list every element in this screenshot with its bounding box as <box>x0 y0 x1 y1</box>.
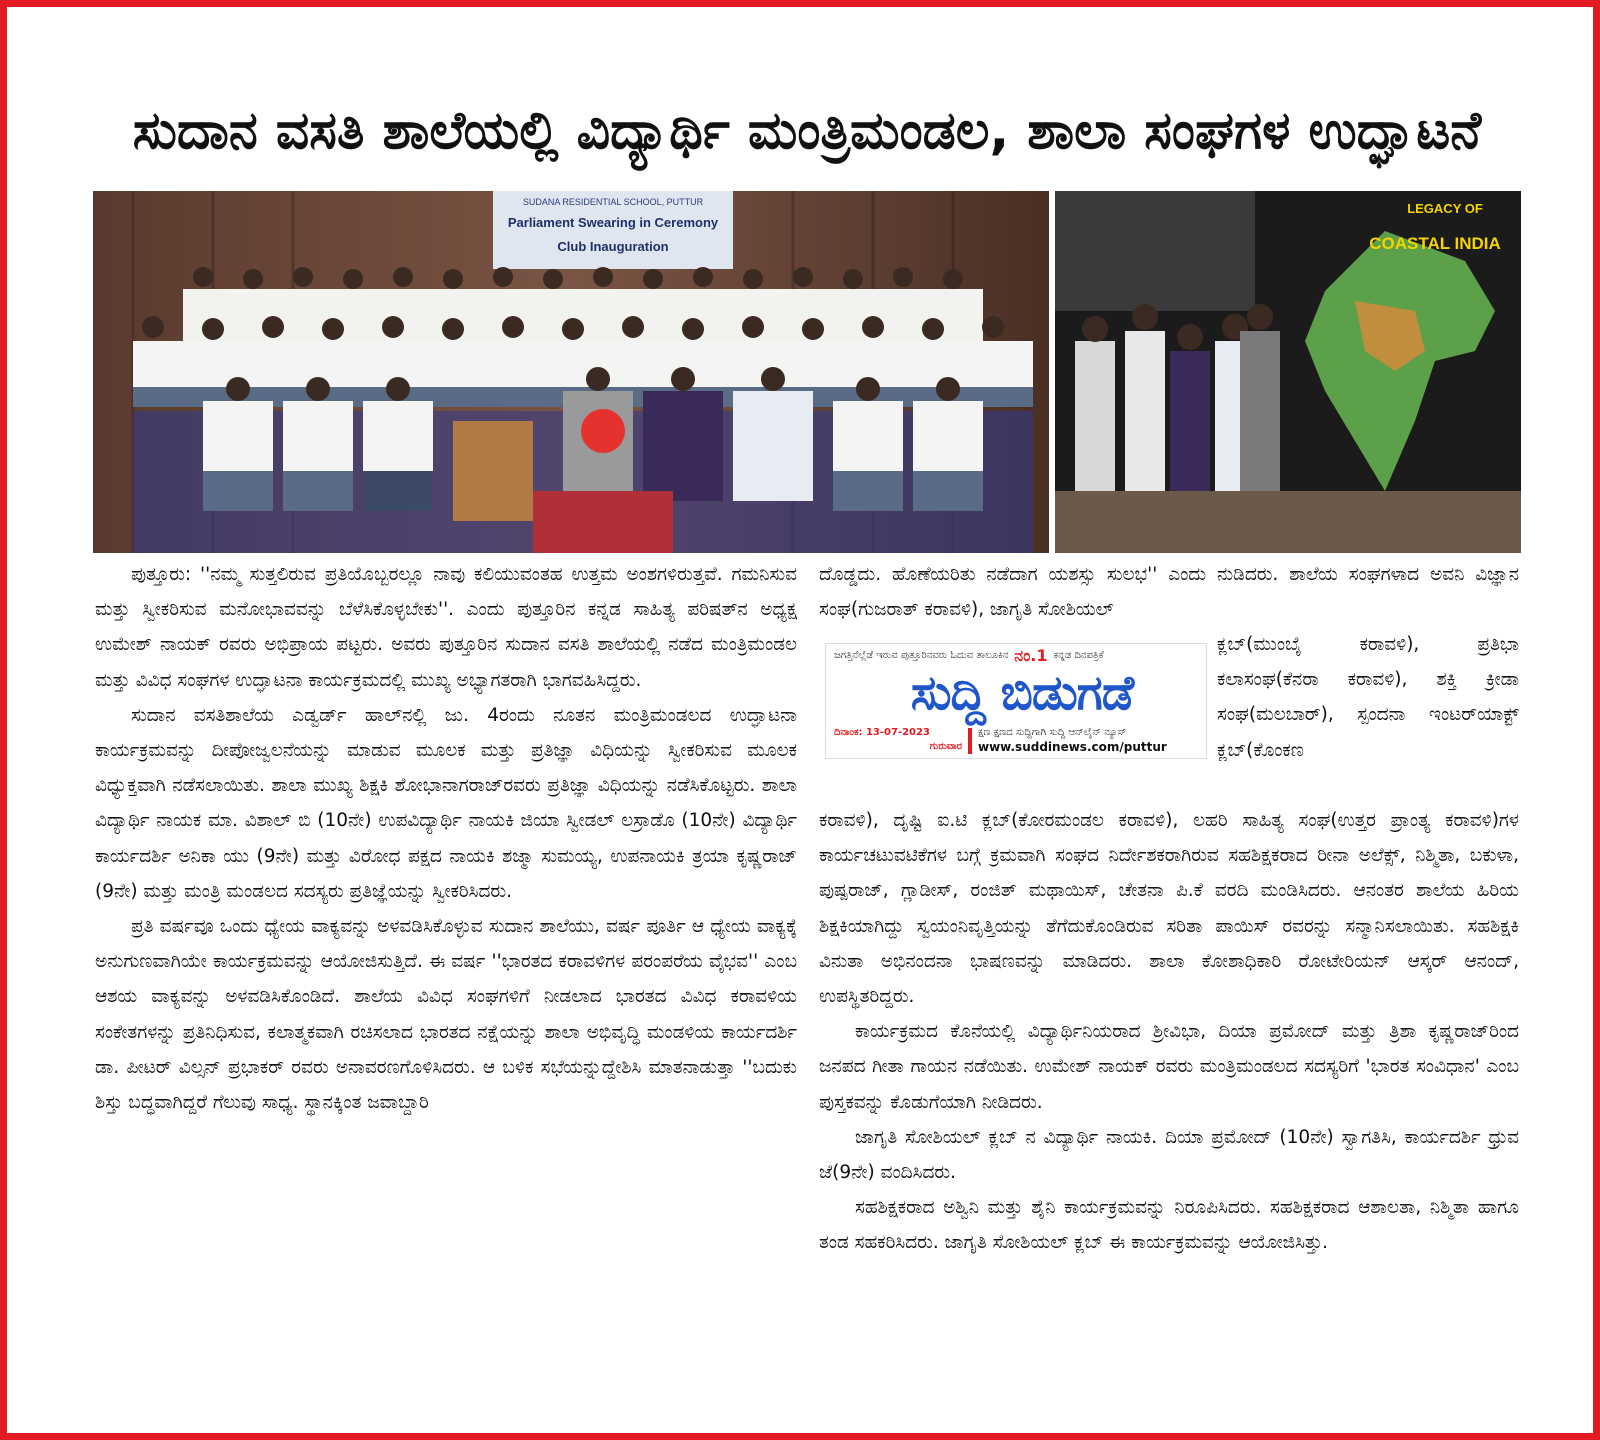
masthead-subtag: ಕ್ಷಣ ಕ್ಷಣದ ಸುದ್ದಿಗಾಗಿ ಸುದ್ದಿ ಆನ್‌ಲೈನ್ ನ್ಯೂಸ್ <box>978 727 1127 738</box>
paragraph-4: ಕರಾವಳಿ), ದೃಷ್ಟಿ ಐ.ಟಿ ಕ್ಲಬ್(ಕೋರಮಂಡಲ ಕರಾವಳಿ), ಲಹರಿ ಸಾಹಿತ್ಯ ಸಂಘ(ಉತ್ತರ ಪ್ರಾಂತ್ಯ ಕರಾವಳಿ)ಗಳ ಕಾರ್ಯಚಟುವಟಿಕೆಗಳ ಬಗ್ಗೆ ಕ್ರಮವಾಗಿ ಸಂಘದ ನಿರ್ದೇಶಕರಾಗಿರುವ ಸಹಶಿಕ್ಷಕರಾದ ರೀನಾ ಅಲೆಕ್ಸ್, ನಿಶ್ಮಿತಾ, ಬಕುಳಾ, ಪುಷ್ಪರಾಜ್, ಗ್ಲಾಡೀಸ್, ರಂಜಿತ್ ಮಥಾಯಿಸ್, ಚೇತನಾ ಪಿ.ಕೆ ವರದಿ ಮಂಡಿಸಿದರು. ಆನಂತರ ಶಾಲೆಯ ಹಿರಿಯ ಶಿಕ್ಷಕಿಯಾಗಿದ್ದು ಸ್ವಯಂನಿವೃತ್ತಿಯನ್ನು ತೆಗೆದುಕೊಂಡಿರುವ ಸರಿತಾ ಪಾಯಿಸ್ ರವರನ್ನು ಸನ್ಮಾನಿಸಲಾಯಿತು. ಸಹಶಿಕ್ಷಕಿ ವಿನುತಾ ಅಭಿನಂದನಾ ಭಾಷಣವನ್ನು ಮಾಡಿದರು. ಶಾಲಾ ಕೋಶಾಧಿಕಾರಿ ರೋಟೇರಿಯನ್ ಆಸ್ಕರ್ ಆನಂದ್, ಉಪಸ್ಥಿತರಿದ್ದರು. <box>819 810 1519 1008</box>
paragraph-continued: ದೊಡ್ಡದು. ಹೊಣೆಯರಿತು ನಡೆದಾಗ ಯಶಸ್ಸು ಸುಲಭ'' ಎಂದು ನುಡಿದರು. ಶಾಲೆಯ ಸಂಘಗಳಾದ ಅವನಿ ವಿಜ್ಞಾನ ಸಂಘ(ಗುಜರಾತ್ ಕರಾವಳಿ), ಜಾಗೃತಿ ಸೋಶಿಯಲ್ <box>819 564 1519 621</box>
map-title-line-2: COASTAL INDIA <box>1369 234 1501 253</box>
masthead-title: ಸುದ್ದಿ ಬಿಡುಗಡೆ <box>910 665 1134 721</box>
masthead-tagline-row <box>834 648 1198 664</box>
masthead-separator <box>968 728 972 754</box>
masthead-url: www.suddinews.com/puttur <box>978 740 1167 754</box>
paragraph-3: ಪ್ರತಿ ವರ್ಷವೂ ಒಂದು ಧ್ಯೇಯ ವಾಕ್ಯವನ್ನು ಅಳವಡಿಸಿಕೊಳ್ಳುವ ಸುದಾನ ಶಾಲೆಯು, ವರ್ಷ ಪೂರ್ತಿ ಆ ಧ್ಯೇಯ ವಾಕ್ಯಕ್ಕೆ ಅನುಗುಣವಾಗಿಯೇ ಕಾರ್ಯಕ್ರಮವನ್ನು ಆಯೋಜಿಸುತ್ತಿದೆ. ಈ ವರ್ಷ ''ಭಾರತದ ಕರಾವಳಿಗಳ ಪರಂಪರೆಯ ವೈಭವ'' ಎಂಬ ಆಶಯ ವಾಕ್ಯವನ್ನು ಅಳವಡಿಸಿಕೊಂಡಿದೆ. ಶಾಲೆಯ ವಿವಿಧ ಸಂಘಗಳಿಗೆ ನೀಡಲಾದ ಭಾರತದ ವಿವಿಧ ಕರಾವಳಿಯ ಸಂಕೇತಗಳನ್ನು ಪ್ರತಿನಿಧಿಸುವ, ಕಲಾತ್ಮಕವಾಗಿ ರಚಿಸಲಾದ ಭಾರತದ ನಕ್ಷೆಯನ್ನು ಶಾಲಾ ಅಭಿವೃದ್ಧಿ ಮಂಡಳಿಯ ಕಾರ್ಯದರ್ಶಿ ಡಾ. ಪೀಟರ್ ವಿಲ್ಸನ್ ಪ್ರಭಾಕರ್ ರವರು ಅನಾವರಣಗೊಳಿಸಿದರು. ಆ ಬಳಿಕ ಸಭೆಯನ್ನುದ್ದೇಶಿಸಿ ಮಾತನಾಡುತ್ತಾ ''ಬದುಕು ಶಿಸ್ತು ಬದ್ಧವಾಗಿದ್ದರೆ ಗೆಲುವು ಸಾಧ್ಯ. ಸ್ಥಾನಕ್ಕಿಂತ ಜವಾಬ್ದಾರಿ <box>95 916 797 1114</box>
paragraph-6: ಜಾಗೃತಿ ಸೋಶಿಯಲ್ ಕ್ಲಬ್ ನ ವಿದ್ಯಾರ್ಥಿ ನಾಯಕಿ. ದಿಯಾ ಪ್ರಮೋದ್ (10ನೇ) ಸ್ವಾಗತಿಸಿ, ಕಾರ್ಯದರ್ಶಿ ಧ್ರುವ ಜೆ(9ನೇ) ವಂದಿಸಿದರು. <box>819 1126 1519 1184</box>
flower-bouquet <box>581 409 625 453</box>
masthead-date: ದಿನಾಂಕ: 13-07-2023 <box>834 727 930 738</box>
photo-swearing-in-ceremony <box>93 191 1049 553</box>
masthead-url-block <box>978 726 1202 754</box>
article-column-right-side <box>1217 627 1519 768</box>
table-cloth <box>533 491 673 553</box>
map-title-line-1: LEGACY OF <box>1407 201 1483 216</box>
map-unveiling-illustration <box>1055 191 1521 553</box>
masthead-rank-suffix: ಕನ್ನಡ ದಿನಪತ್ರಿಕೆ <box>1053 650 1104 661</box>
paragraph-5: ಕಾರ್ಯಕ್ರಮದ ಕೊನೆಯಲ್ಲಿ ವಿದ್ಯಾರ್ಥಿನಿಯರಾದ ಶ್ರೀವಿಭಾ, ದಿಯಾ ಪ್ರಮೋದ್ ಮತ್ತು ತ್ರಿಶಾ ಕೃಷ್ಣರಾಜ್‌ರಿಂದ ಜನಪದ ಗೀತಾ ಗಾಯನ ನಡೆಯಿತು. ಉಮೇಶ್ ನಾಯಕ್ ರವರು ಮಂತ್ರಿಮಂಡಲದ ಸದಸ್ಯರಿಗೆ 'ಭಾರತ ಸಂವಿಧಾನ' ಎಂಬ ಪುಸ್ತಕವನ್ನು ಕೊಡುಗೆಯಾಗಿ ನೀಡಿದರು. <box>819 1021 1519 1113</box>
masthead-rank: ನಂ.1 <box>1014 646 1048 665</box>
paragraph-2: ಸುದಾನ ವಸತಿಶಾಲೆಯ ಎಡ್ವರ್ಡ್ ಹಾಲ್‌ನಲ್ಲಿ ಜು. 4ರಂದು ನೂತನ ಮಂತ್ರಿಮಂಡಲದ ಉದ್ಘಾಟನಾ ಕಾರ್ಯಕ್ರಮವನ್ನು ದೀಪೋಜ್ವಲನೆಯನ್ನು ಮಾಡುವ ಮೂಲಕ ಮತ್ತು ಪ್ರತಿಜ್ಞಾ ವಿಧಿಯನ್ನು ಸ್ವೀಕರಿಸುವ ಮೂಲಕ ವಿಧ್ಯುಕ್ತವಾಗಿ ನಡೆಸಲಾಯಿತು. ಶಾಲಾ ಮುಖ್ಯ ಶಿಕ್ಷಕಿ ಶೋಭಾನಾಗರಾಜ್‌ರವರು ಪ್ರತಿಜ್ಞಾ ವಿಧಿಯನ್ನು ನಡೆಸಿಕೊಟ್ಟರು. ಶಾಲಾ ವಿದ್ಯಾರ್ಥಿ ನಾಯಕ ಮಾ. ವಿಶಾಲ್ ಬಿ (10ನೇ) ಉಪವಿದ್ಯಾರ್ಥಿ ನಾಯಕಿ ಜಿಯಾ ಸ್ವೀಡಲ್ ಲಸ್ರಾಡೊ (10ನೇ) ವಿದ್ಯಾರ್ಥಿ ಕಾರ್ಯದರ್ಶಿ ಅನಿಕಾ ಯು (9ನೇ) ಮತ್ತು ವಿರೋಧ ಪಕ್ಷದ ನಾಯಕಿ ಶಜ್ಮಾ ಸುಮಯ್ಯ, ಉಪನಾಯಕಿ ತ್ರಯಾ ಕೃಷ್ಣರಾಜ್ (9ನೇ) ಮತ್ತು ಮಂತ್ರಿ ಮಂಡಲದ ಸದಸ್ಯರು ಪ್ರತಿಜ್ಞೆಯನ್ನು ಸ್ವೀಕರಿಸಿದರು. <box>95 704 797 902</box>
article-column-right-top <box>819 557 1519 627</box>
masthead-date-block <box>834 726 964 754</box>
photo-map-unveiling <box>1055 191 1521 553</box>
article-column-left <box>95 557 797 1120</box>
newspaper-masthead <box>825 643 1207 759</box>
paragraph-1: ಪುತ್ತೂರು: ''ನಮ್ಮ ಸುತ್ತಲಿರುವ ಪ್ರತಿಯೊಬ್ಬರಲ್ಲೂ ನಾವು ಕಲಿಯುವಂತಹ ಉತ್ತಮ ಅಂಶಗಳಿರುತ್ತವೆ. ಗಮನಿಸುವ ಮತ್ತು ಸ್ವೀಕರಿಸುವ ಮನೋಭಾವವನ್ನು ಬೆಳೆಸಿಕೊಳ್ಳಬೇಕು''. ಎಂದು ಪುತ್ತೂರಿನ ಕನ್ನಡ ಸಾಹಿತ್ಯ ಪರಿಷತ್‌ನ ಅಧ್ಯಕ್ಷ ಉಮೇಶ್ ನಾಯಕ್ ರವರು ಅಭಿಪ್ರಾಯ ಪಟ್ಟರು. ಅವರು ಪುತ್ತೂರಿನ ಸುದಾನ ವಸತಿ ಶಾಲೆಯಲ್ಲಿ ನಡೆದ ಮಂತ್ರಿಮಂಡಲ ಮತ್ತು ವಿವಿಧ ಸಂಘಗಳ ಉದ್ಘಾಟನಾ ಕಾರ್ಯಕ್ರಮದಲ್ಲಿ ಮುಖ್ಯ ಅಭ್ಯಾಗತರಾಗಿ ಭಾಗವಹಿಸಿದ್ದರು. <box>95 564 797 691</box>
ceremony-photo-illustration <box>93 191 1049 553</box>
paragraph-clubs: ಕ್ಲಬ್(ಮುಂಬೈ ಕರಾವಳಿ), ಪ್ರತಿಭಾ ಕಲಾಸಂಘ(ಕೆನರಾ ಕರಾವಳಿ), ಶಕ್ತಿ ಕ್ರೀಡಾ ಸಂಘ(ಮಲಬಾರ್), ಸ್ಪಂದನಾ ಇಂಟರ್‌ಯಾಕ್ಟ್ ಕ್ಲಬ್(ಕೊಂಕಣ <box>1217 634 1519 761</box>
wooden-chair <box>453 421 533 521</box>
masthead-tagline: ಜಗತ್ತಿನೆಲ್ಲೆಡೆ ಇರುವ ಪುತ್ತೂರಿನವರು ಓದುವ ತಾಲೂಕಿನ <box>834 650 1009 661</box>
masthead-day: ಗುರುವಾರ <box>929 741 962 752</box>
banner-line-1: SUDANA RESIDENTIAL SCHOOL, PUTTUR <box>522 197 704 207</box>
banner-line-3: Club Inauguration <box>557 239 669 254</box>
paragraph-7: ಸಹಶಿಕ್ಷಕರಾದ ಅಶ್ವಿನಿ ಮತ್ತು ಶೈನಿ ಕಾರ್ಯಕ್ರಮವನ್ನು ನಿರೂಪಿಸಿದರು. ಸಹಶಿಕ್ಷಕರಾದ ಆಶಾಲತಾ, ನಿಶ್ಮಿತಾ ಹಾಗೂ ತಂಡ ಸಹಕರಿಸಿದರು. ಜಾಗೃತಿ ಸೋಶಿಯಲ್ ಕ್ಲಬ್ ಈ ಕಾರ್ಯಕ್ರಮವನ್ನು ಆಯೋಜಿಸಿತ್ತು. <box>819 1197 1519 1254</box>
article-column-right-bottom <box>819 803 1519 1261</box>
headline: ಸುದಾನ ವಸತಿ ಶಾಲೆಯಲ್ಲಿ ವಿದ್ಯಾರ್ಥಿ ಮಂತ್ರಿಮಂಡಲ, ಶಾಲಾ ಸಂಘಗಳ ಉದ್ಘಾಟನೆ <box>132 100 1482 161</box>
banner-line-2: Parliament Swearing in Ceremony <box>507 215 719 230</box>
